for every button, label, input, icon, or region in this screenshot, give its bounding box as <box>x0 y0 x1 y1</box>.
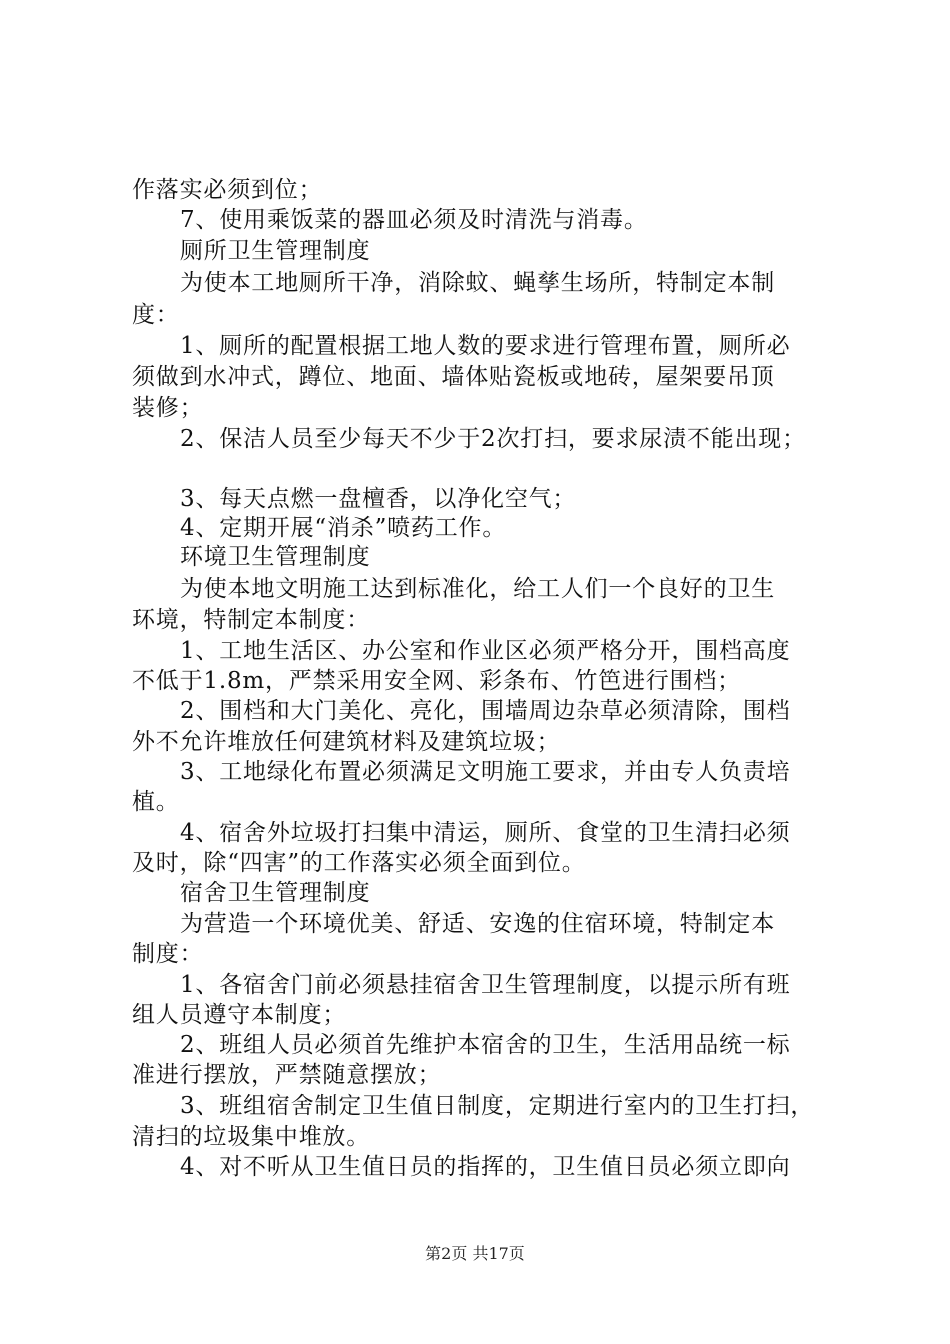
paragraph-line: 植。 <box>132 789 180 815</box>
paragraph-line: 2、保洁人员至少每天不少于2次打扫，要求尿渍不能出现； <box>180 426 806 452</box>
section-heading: 宿舍卫生管理制度 <box>180 880 371 906</box>
paragraph-line: 3、班组宿舍制定卫生值日制度，定期进行室内的卫生打扫， <box>180 1093 815 1119</box>
paragraph-line: 环境，特制定本制度： <box>132 607 370 633</box>
paragraph-line: 装修； <box>132 395 204 421</box>
paragraph-line: 为使本工地厕所干净，消除蚊、蝇孳生场所，特制定本制 <box>180 270 775 296</box>
paragraph-line: 须做到水冲式，蹲位、地面、墙体贴瓷板或地砖，屋架要吊顶 <box>132 364 775 390</box>
paragraph-line: 2、班组人员必须首先维护本宿舍的卫生，生活用品统一标 <box>180 1032 791 1058</box>
page-number-footer: 第2页 共17页 <box>425 1244 525 1263</box>
paragraph-line: 1、各宿舍门前必须悬挂宿舍卫生管理制度，以提示所有班 <box>180 972 791 998</box>
paragraph-line: 2、围档和大门美化、亮化，围墙周边杂草必须清除，围档 <box>180 698 791 724</box>
section-heading: 厕所卫生管理制度 <box>180 238 371 264</box>
paragraph-line: 清扫的垃圾集中堆放。 <box>132 1124 370 1150</box>
paragraph-line: 作落实必须到位； <box>132 177 323 203</box>
paragraph-line: 为营造一个环境优美、舒适、安逸的住宿环境，特制定本 <box>180 911 775 937</box>
paragraph-line: 组人员遵守本制度； <box>132 1002 347 1028</box>
paragraph-line: 4、定期开展“消杀”喷药工作。 <box>180 515 507 541</box>
paragraph-line: 3、每天点燃一盘檀香，以净化空气； <box>180 486 577 512</box>
paragraph-line: 4、宿舍外垃圾打扫集中清运，厕所、食堂的卫生清扫必须 <box>180 820 791 846</box>
paragraph-line: 4、对不听从卫生值日员的指挥的，卫生值日员必须立即向 <box>180 1154 791 1180</box>
paragraph-line: 1、厕所的配置根据工地人数的要求进行管理布置，厕所必 <box>180 333 791 359</box>
paragraph-line: 不低于1.8m，严禁采用安全网、彩条布、竹笆进行围档； <box>132 668 741 694</box>
section-heading: 环境卫生管理制度 <box>180 544 371 570</box>
paragraph-line: 7、使用乘饭菜的器皿必须及时清洗与消毒。 <box>180 207 648 233</box>
paragraph-line: 制度： <box>132 941 204 967</box>
paragraph-line: 外不允许堆放任何建筑材料及建筑垃圾； <box>132 729 561 755</box>
paragraph-line: 度： <box>132 302 180 328</box>
paragraph-line: 准进行摆放，严禁随意摆放； <box>132 1062 442 1088</box>
paragraph-line: 3、工地绿化布置必须满足文明施工要求，并由专人负责培 <box>180 759 791 785</box>
paragraph-line: 为使本地文明施工达到标准化，给工人们一个良好的卫生 <box>180 576 775 602</box>
paragraph-line: 1、工地生活区、办公室和作业区必须严格分开，围档高度 <box>180 638 791 664</box>
paragraph-line: 及时，除“四害”的工作落实必须全面到位。 <box>132 850 586 876</box>
